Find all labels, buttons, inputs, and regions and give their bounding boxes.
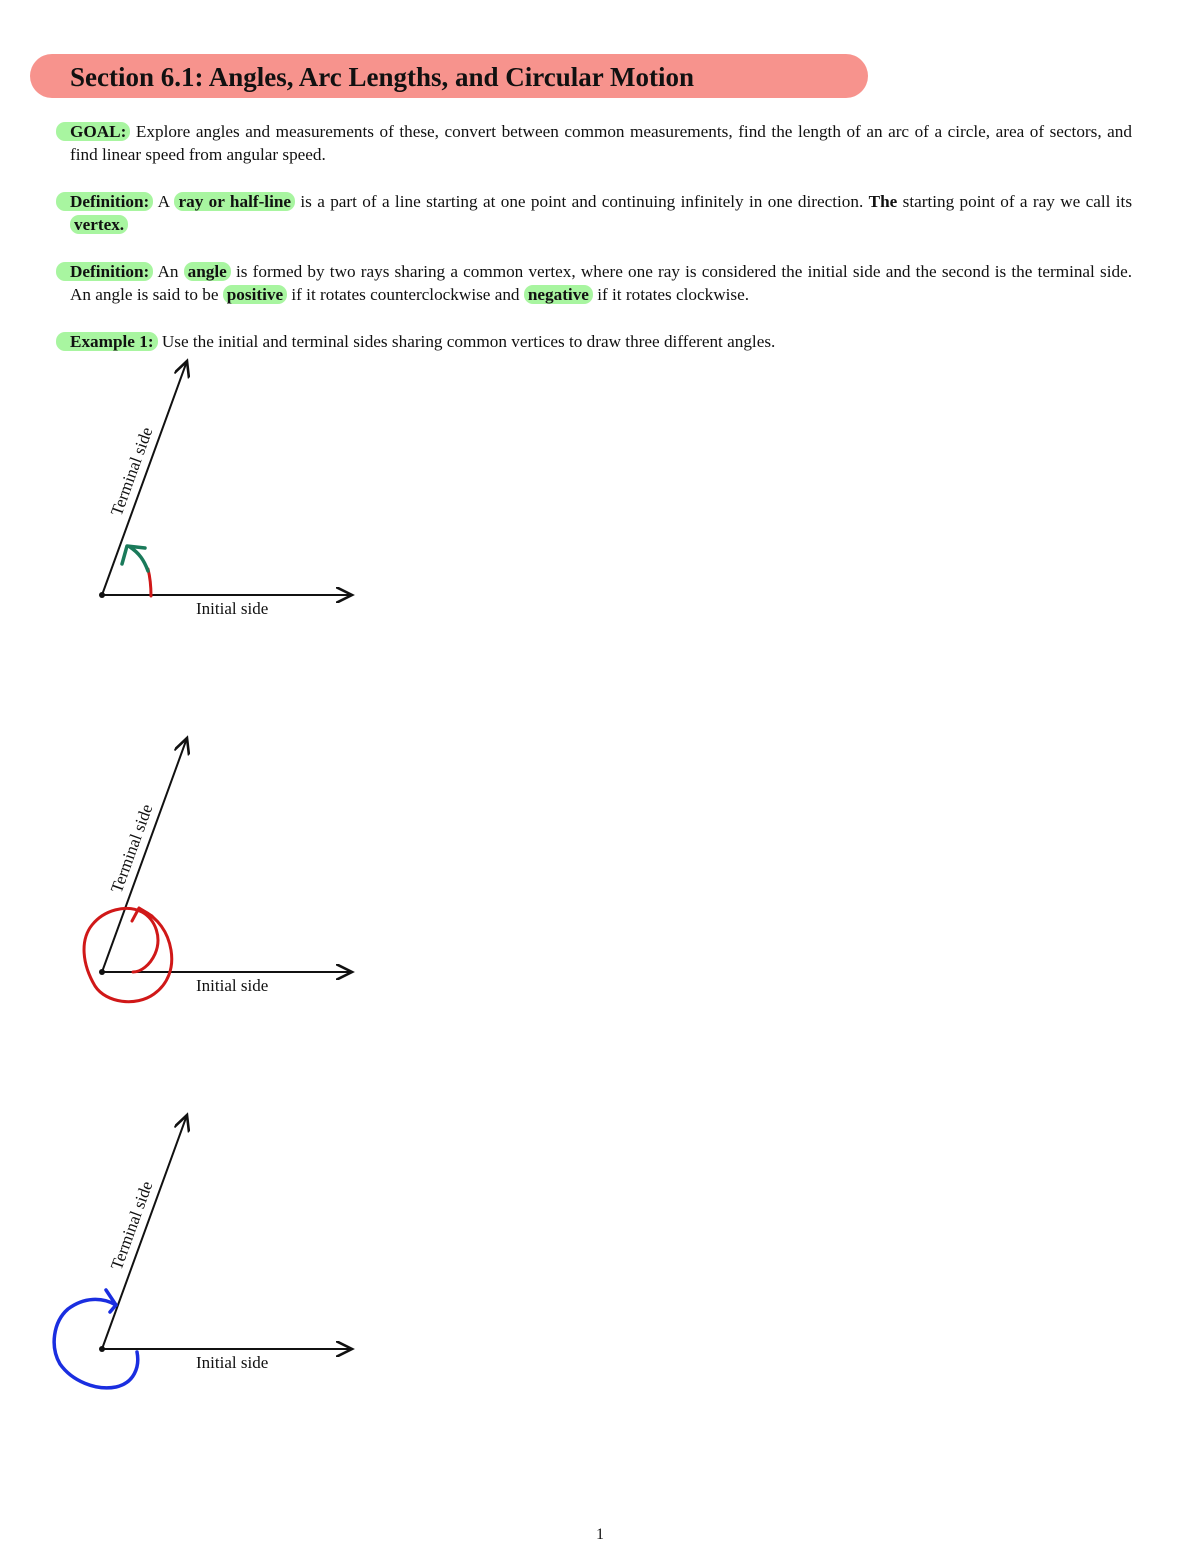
rotation-arc-green — [130, 547, 148, 571]
vertex-point — [99, 969, 105, 975]
terminal-side-ray — [102, 1115, 187, 1349]
definition-label: Definition: — [56, 262, 153, 281]
def-angle-text-1: An — [153, 262, 184, 281]
term-angle: angle — [184, 262, 231, 281]
terminal-side-label: Terminal side — [106, 1178, 157, 1273]
def-angle-text-3: if it rotates counterclockwise and — [287, 285, 524, 304]
vertex-point — [99, 1346, 105, 1352]
def-ray-the: The — [868, 192, 898, 211]
term-vertex: vertex. — [70, 215, 128, 234]
def-ray-text-3: starting point of a ray we call its — [897, 192, 1133, 211]
terminal-side-ray — [102, 738, 187, 972]
definition-angle-paragraph — [70, 260, 1132, 306]
page-title: Section 6.1: Angles, Arc Lengths, and Circular Motion — [70, 62, 695, 92]
terminal-side-label: Terminal side — [106, 424, 157, 519]
def-ray-text-1: A — [153, 192, 175, 211]
goal-label: GOAL: — [56, 122, 130, 141]
definition-label: Definition: — [56, 192, 153, 211]
angle-figure-1 — [40, 355, 380, 625]
def-ray-text-2: is a part of a line starting at one point and continuing infinitely in one direction. — [295, 192, 869, 211]
definition-ray-paragraph — [70, 190, 1132, 236]
angle-figure-2 — [40, 732, 380, 1002]
example-text: Use the initial and terminal sides sharing common vertices to draw three different angles. — [157, 332, 776, 351]
angle-diagram-negative — [40, 1109, 380, 1379]
example-1-paragraph — [70, 330, 1132, 353]
rotation-loop-blue — [54, 1299, 138, 1387]
initial-side-label: Initial side — [196, 976, 269, 995]
angle-figure-3 — [40, 1109, 380, 1379]
rotation-arc-red — [148, 569, 151, 596]
def-angle-text-4: if it rotates clockwise. — [592, 285, 750, 304]
def-angle-text-2: is formed by two rays sharing a common vertex, where one ray is considered the initial side and the second is the terminal side. An angle is said to be — [70, 262, 1132, 304]
vertex-point — [99, 592, 105, 598]
initial-side-label: Initial side — [196, 599, 269, 618]
term-ray: ray or half-line — [174, 192, 295, 211]
goal-paragraph — [70, 120, 1132, 166]
page-number: 1 — [596, 1526, 604, 1543]
rotation-spiral-red — [84, 908, 172, 1001]
initial-side-label: Initial side — [196, 1353, 269, 1372]
goal-text: Explore angles and measurements of these, convert between common measurements, find the length of an arc of a circle, area of sectors, and find linear speed from angular speed. — [70, 122, 1132, 164]
term-negative: negative — [524, 285, 593, 304]
term-positive: positive — [223, 285, 287, 304]
angle-diagram-positive — [40, 355, 380, 625]
terminal-side-label: Terminal side — [106, 801, 157, 896]
angle-diagram-positive-full-turn — [40, 732, 380, 1002]
example-label: Example 1: — [56, 332, 158, 351]
